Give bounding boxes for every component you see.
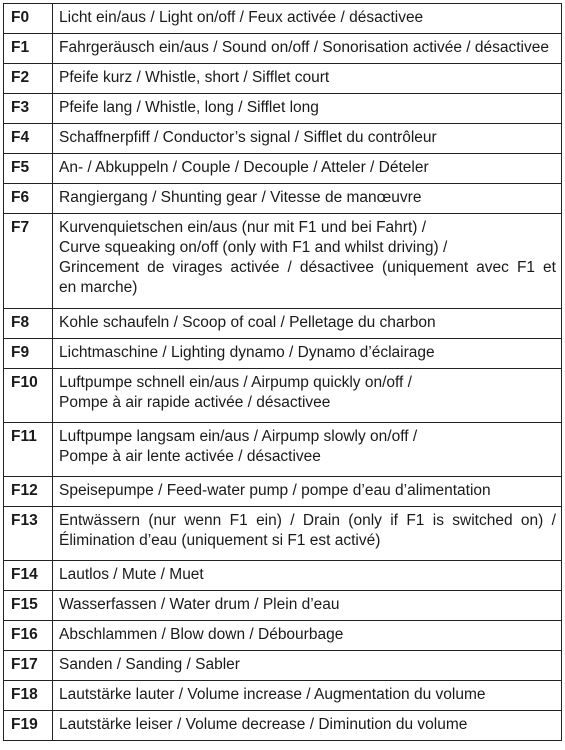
function-key: F13 [4,507,53,561]
function-key: F2 [4,64,53,94]
table-row [4,477,562,507]
function-key: F18 [4,681,53,711]
function-table-container [3,3,561,741]
function-key: F1 [4,34,53,64]
table-row [4,369,562,423]
function-description [53,477,562,507]
function-key: F15 [4,591,53,621]
description-line: Lautlos / Mute / Muet [59,566,204,583]
description-line: Kohle schaufeln / Scoop of coal / Pelletage du charbon [59,314,436,331]
function-description [53,184,562,214]
function-key: F3 [4,94,53,124]
function-description [53,591,562,621]
function-description [53,651,562,681]
table-row [4,507,562,561]
description-line: Schaffnerpfiff / Conductor’s signal / Sifflet du contrôleur [59,129,437,146]
function-key: F17 [4,651,53,681]
function-description [53,64,562,94]
table-row [4,651,562,681]
description-line: en marche) [59,279,138,296]
description-line: Élimination d’eau (uniquement si F1 est activé) [59,532,381,549]
description-line: Luftpumpe schnell ein/aus / Airpump quickly on/off / [59,374,412,391]
table-row [4,4,562,34]
function-description [53,154,562,184]
function-key: F19 [4,711,53,741]
function-key: F10 [4,369,53,423]
table-row [4,339,562,369]
table-row [4,64,562,94]
table-row [4,94,562,124]
description-line: Pompe à air lente activée / désactivee [59,448,321,465]
table-row [4,154,562,184]
description-line: Entwässern (nur wenn F1 ein) / Drain (only if F1 is switched on) / [59,512,556,529]
function-description [53,681,562,711]
function-key: F5 [4,154,53,184]
table-row [4,214,562,309]
function-key: F7 [4,214,53,309]
description-line: Licht ein/aus / Light on/off / Feux activée / désactivee [59,9,424,26]
description-line: Curve squeaking on/off (only with F1 and whilst driving) / [59,239,448,256]
function-description [53,339,562,369]
description-line: Sanden / Sanding / Sabler [59,656,240,673]
description-line: Lautstärke lauter / Volume increase / Augmentation du volume [59,686,486,703]
function-description [53,561,562,591]
function-description [53,621,562,651]
description-line: Luftpumpe langsam ein/aus / Airpump slowly on/off / [59,428,418,445]
table-row [4,423,562,477]
function-key: F9 [4,339,53,369]
function-key: F12 [4,477,53,507]
function-description [53,507,562,561]
table-row [4,184,562,214]
table-row [4,681,562,711]
description-line: Lichtmaschine / Lighting dynamo / Dynamo d’éclairage [59,344,435,361]
function-key: F11 [4,423,53,477]
description-line: Rangiergang / Shunting gear / Vitesse de manœuvre [59,189,422,206]
table-row [4,309,562,339]
description-line: Kurvenquietschen ein/aus (nur mit F1 und bei Fahrt) / [59,219,427,236]
description-line: Speisepumpe / Feed-water pump / pompe d’eau d’alimentation [59,482,491,499]
function-description [53,214,562,309]
table-row [4,561,562,591]
description-line: Pfeife lang / Whistle, long / Sifflet long [59,99,319,116]
function-key: F0 [4,4,53,34]
table-row [4,124,562,154]
function-key: F8 [4,309,53,339]
function-description [53,34,562,64]
table-row [4,34,562,64]
description-line: Pompe à air rapide activée / désactivee [59,394,331,411]
description-line: Fahrgeräusch ein/aus / Sound on/off / Sonorisation activée / désactivee [59,39,549,56]
function-key: F6 [4,184,53,214]
description-line: An- / Abkuppeln / Couple / Decouple / Atteler / Dételer [59,159,429,176]
table-row [4,621,562,651]
description-line: Grincement de virages activée / désactivee (uniquement avec F1 et [59,259,556,276]
function-key: F16 [4,621,53,651]
function-description [53,711,562,741]
table-row [4,711,562,741]
function-description [53,369,562,423]
function-description [53,309,562,339]
function-description [53,124,562,154]
function-key: F14 [4,561,53,591]
function-table [3,3,562,741]
function-description [53,4,562,34]
function-key: F4 [4,124,53,154]
function-description [53,94,562,124]
function-table-body [4,4,562,741]
description-line: Wasserfassen / Water drum / Plein d’eau [59,596,340,613]
description-line: Abschlammen / Blow down / Débourbage [59,626,344,643]
function-description [53,423,562,477]
description-line: Pfeife kurz / Whistle, short / Sifflet court [59,69,330,86]
description-line: Lautstärke leiser / Volume decrease / Diminution du volume [59,716,468,733]
table-row [4,591,562,621]
